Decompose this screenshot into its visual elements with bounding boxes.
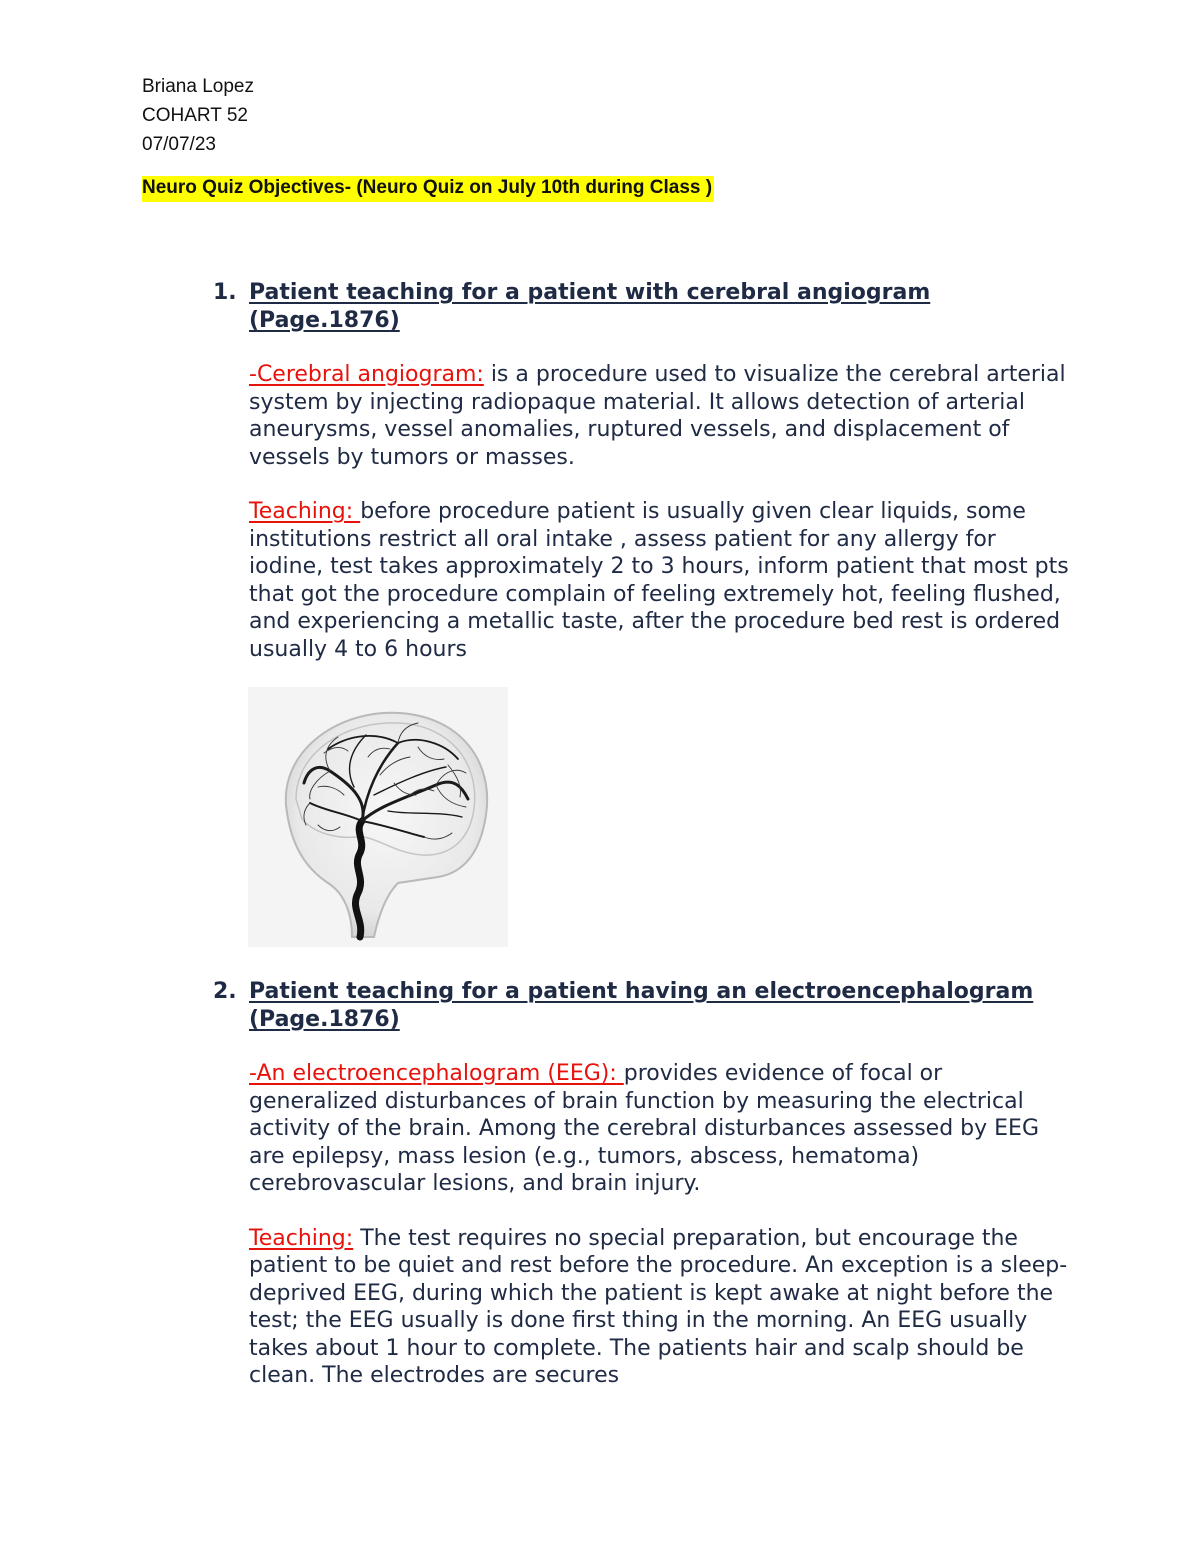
definition-text: is a procedure used to visualize the cerebral arterial system by injecting radiopaque material. It allows detection of arterial aneurysms, vessel anomalies, ruptured vessels, and displacement of vessels by tumors or masses. [249, 362, 1066, 470]
objectives-title: Neuro Quiz Objectives- (Neuro Quiz on July 10th during Class ) [142, 176, 714, 202]
teaching-text: The test requires no special preparation, but encourage the patient to be quiet and rest before the procedure. An exception is a sleep-deprived EEG, during which the patient is kept awake at night before the test; the EEG usually is done first thing in the morning. An EEG usually takes about 1 hour to complete. The patients hair and scalp should be clean. The electrodes are secures [249, 1225, 1068, 1388]
cerebral-angiogram-image [248, 687, 508, 947]
item-title: Patient teaching for a patient with cerebral angiogram (Page.1876) [249, 280, 931, 333]
objective-item-1 [213, 279, 1073, 663]
definition-paragraph [249, 361, 1073, 471]
cohort-label: COHART 52 [142, 105, 248, 126]
teaching-text: before procedure patient is usually given clear liquids, some institutions restrict all oral intake , assess patient for any allergy for iodine, test takes approximately 2 to 3 hours, inform patient that most pts that got the procedure complain of feeling extremely hot, feeling flushed, and experiencing a metallic taste, after the procedure bed rest is ordered usually 4 to 6 hours [249, 499, 1069, 662]
student-name: Briana Lopez [142, 76, 254, 97]
definition-label: -An electroencephalogram (EEG): [249, 1061, 624, 1086]
definition-label: -Cerebral angiogram: [249, 362, 484, 387]
teaching-paragraph [249, 498, 1073, 663]
definition-paragraph [249, 1060, 1073, 1198]
teaching-label: Teaching: [249, 499, 361, 524]
teaching-paragraph [249, 1225, 1073, 1390]
document-date: 07/07/23 [142, 134, 216, 155]
item-title: Patient teaching for a patient having an electroencephalogram (Page.1876) [249, 979, 1034, 1032]
document-header [142, 72, 254, 159]
teaching-label: Teaching: [249, 1225, 354, 1251]
definition-text: provides evidence of focal or generalized disturbances of brain function by measuring the electrical activity of the brain. Among the cerebral disturbances assessed by EEG are epilepsy, mass lesion (e.g., tumors, abscess, hematoma) cerebrovascular lesions, and brain injury. [249, 1061, 1039, 1196]
objective-item-2 [213, 978, 1073, 1390]
item-number: 2. [213, 979, 237, 1004]
item-number: 1. [213, 280, 237, 305]
